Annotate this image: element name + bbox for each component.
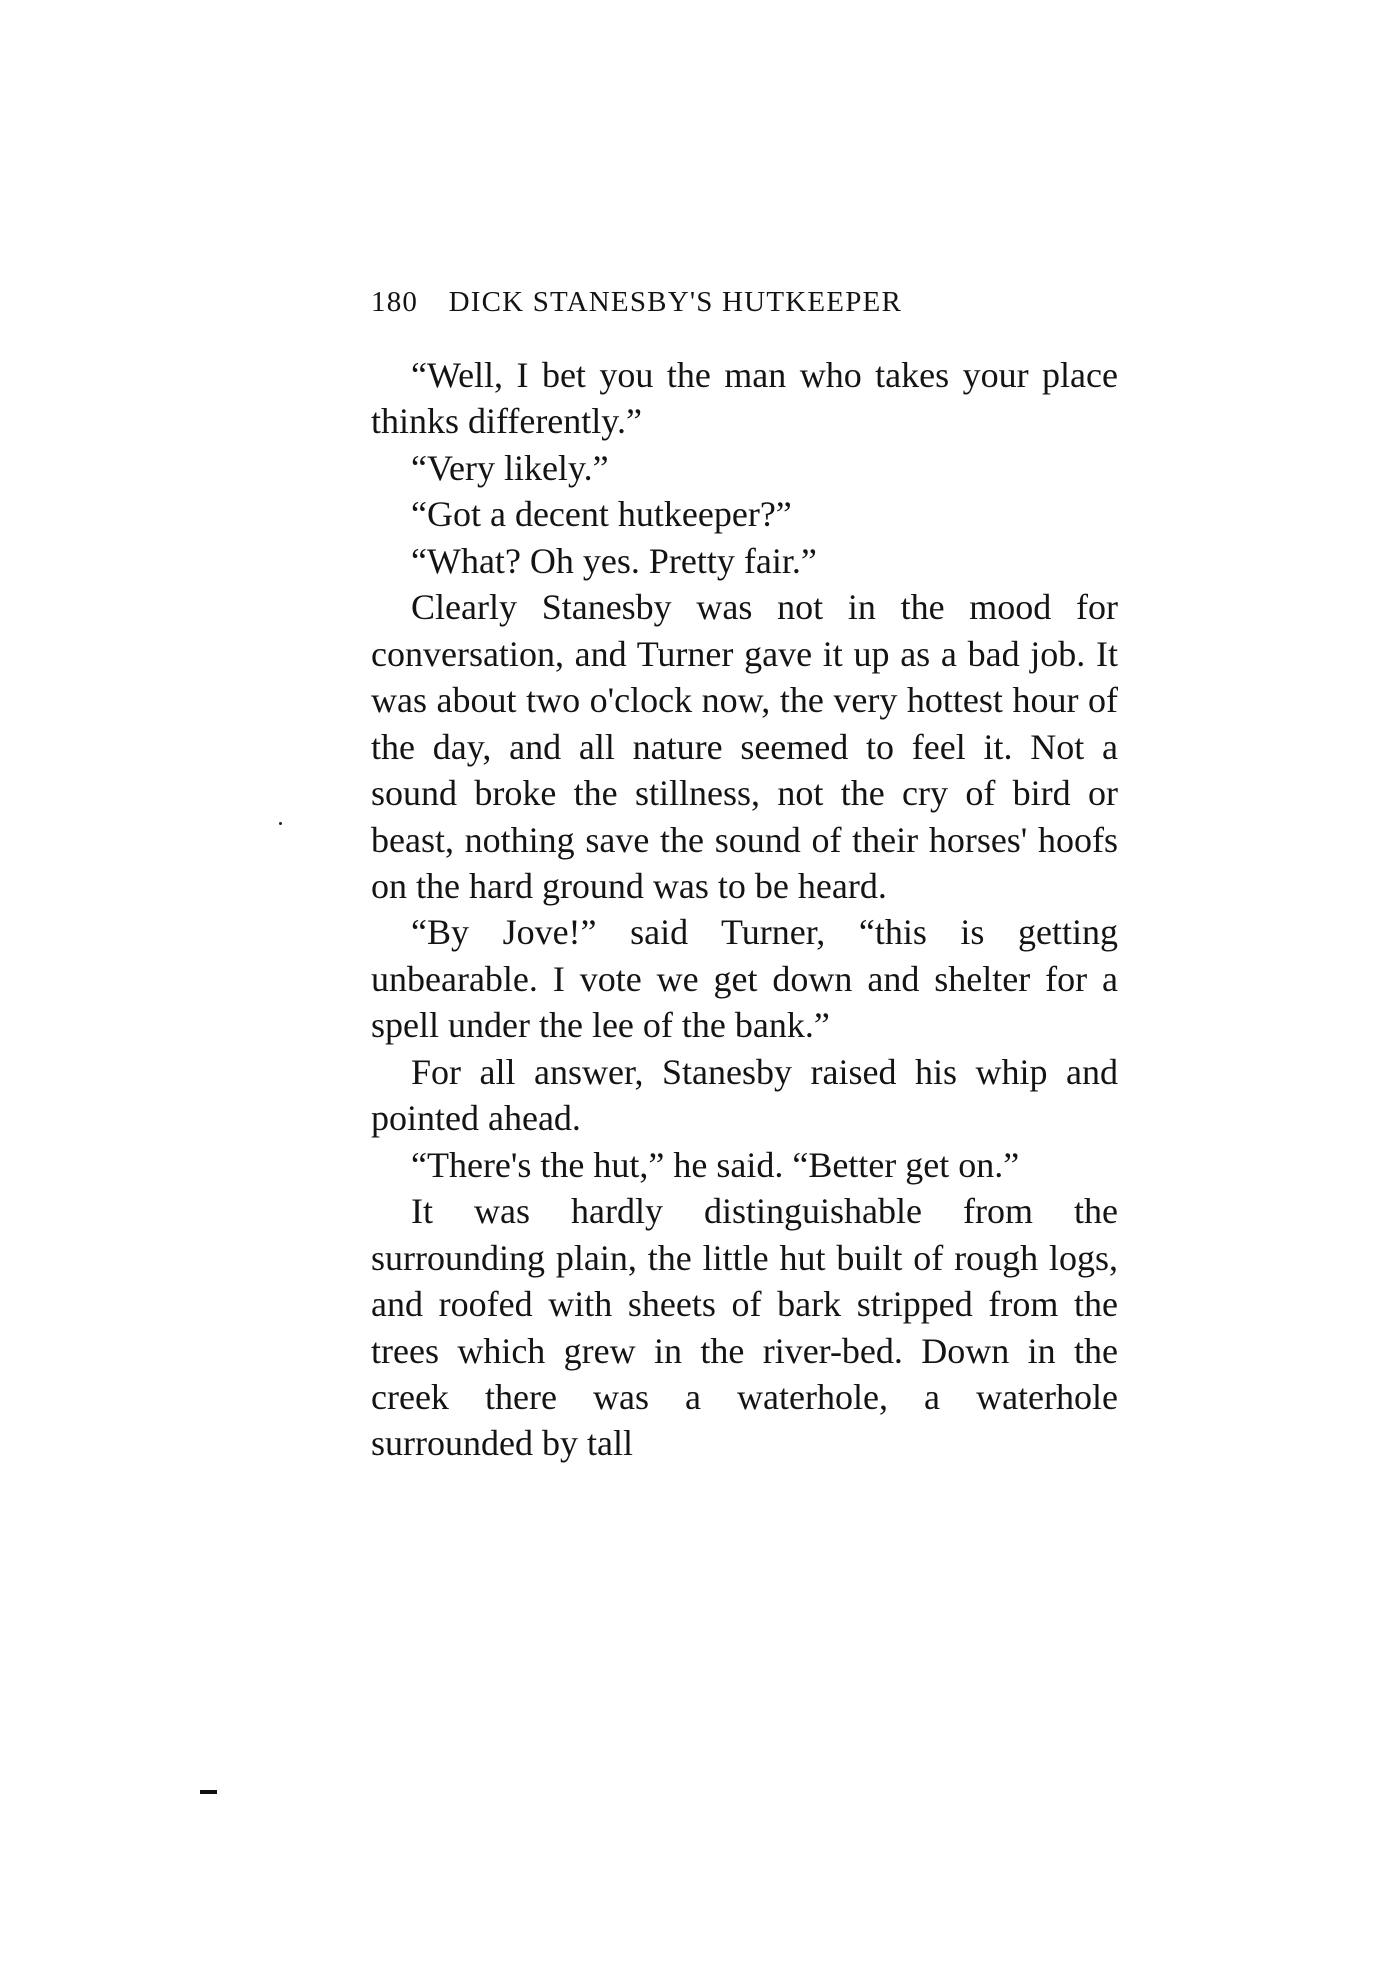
running-head (371, 282, 1121, 322)
paragraph: For all answer, Stanesby raised his whip and pointed ahead. (371, 1051, 1118, 1139)
running-title: DICK STANESBY'S HUTKEEPER (448, 286, 902, 318)
scan-mark (200, 1790, 217, 1794)
paragraph: “By Jove!” said Turner, “this is getting unbearable. I vote we get down and shelter for a spell under the lee of the bank.” (371, 912, 1118, 1046)
paragraph: “Got a decent hutkeeper?” (411, 494, 792, 535)
paragraph: “There's the hut,” he said. “Better get on.” (411, 1144, 1020, 1185)
body-text (371, 352, 1118, 1467)
page-number: 180 (371, 286, 419, 318)
paragraph: Clearly Stanesby was not in the mood for conversation, and Turner gave it up as a bad job. It was about two o'clock now, the very hottest hour of the day, and all nature seemed to feel it. Not a sound broke the stillness, not the cry of bird or beast, nothing save the sound of their horses' hoofs on the hard ground was to be heard. (371, 587, 1118, 906)
paragraph: “Very likely.” (411, 447, 609, 488)
paragraph: It was hardly distinguishable from the surrounding plain, the little hut built of rough logs, and roofed with sheets of bark stripped from the trees which grew in the river-bed. Down in the creek there was a waterhole, a waterhole surrounded by tall (371, 1191, 1118, 1464)
scan-speck (279, 822, 282, 825)
paragraph: “Well, I bet you the man who takes your place thinks differently.” (371, 355, 1118, 442)
paragraph: “What? Oh yes. Pretty fair.” (411, 540, 817, 581)
